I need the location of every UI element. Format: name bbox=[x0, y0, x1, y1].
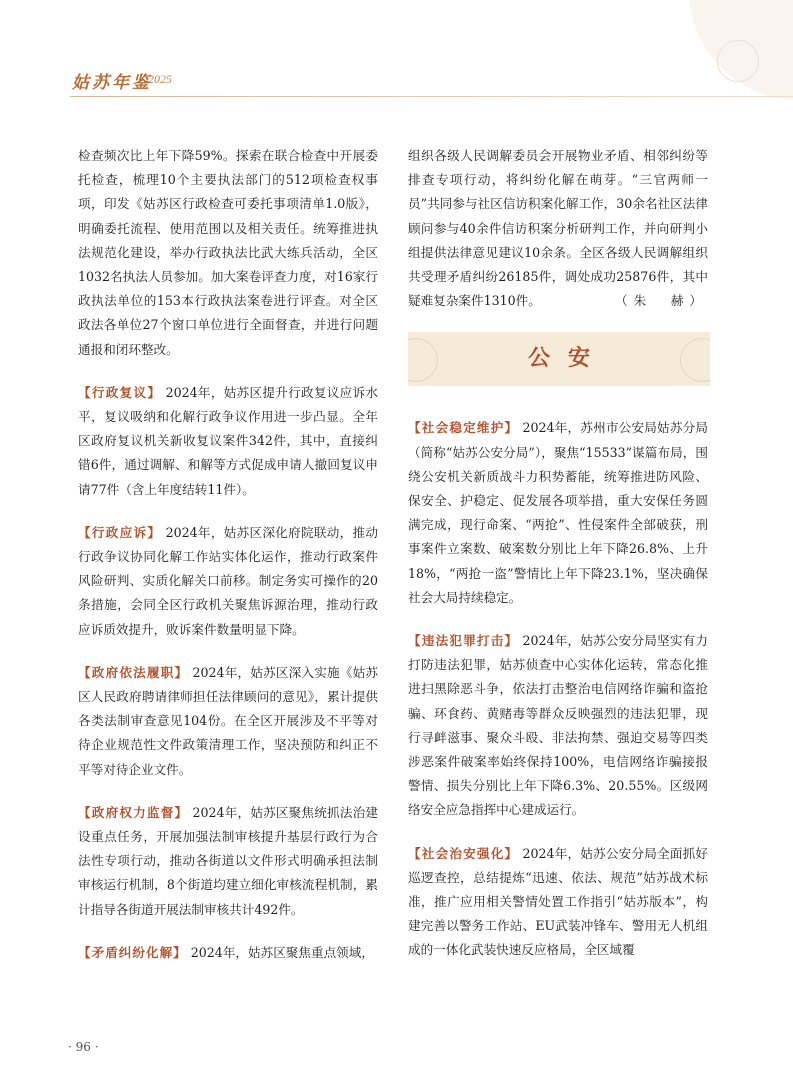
paragraph: 【行政复议】 2024年，姑苏区提升行政复议应诉水平，复议吸纳和化解行政争议作用进一步凸显。全年区政府复议机关新收复议案件342件，其中，直接纠错6件，通过调解、和解等方式促成申请人撤回复议申请77件（含上年度结转11件）。 bbox=[78, 384, 378, 497]
paragraph: 组织各级人民调解委员会开展物业矛盾、相邻纠纷等排查专项行动，将纠纷化解在萌芽。“三官两师一员”共同参与社区信访积案化解工作，30余名社区法律顾问参与40余件信访积案分析研判工作，并向研判小组提供法律意见建议10余条。全区各级人民调解组织共受理矛盾纠纷26185件，调处成功25876件，其中疑难复杂案件1310件。 （朱 赫） bbox=[408, 144, 708, 313]
section-tag: 【社会稳定维护】 bbox=[408, 420, 519, 436]
section-tag: 【政府权力监督】 bbox=[78, 804, 189, 820]
section-banner bbox=[408, 332, 710, 386]
left-column bbox=[78, 144, 378, 984]
paragraph: 【社会治安强化】 2024年，姑苏公安分局全面抓好巡逻查控，总结提炼“迅速、依法、规范”姑苏战术标准，推广应用相关警情处置工作指引“姑苏版本”，构建完善以警务工作站、EU武装冲锋车、警用无人机组成的一体化武装快速反应格局，全区域覆 bbox=[408, 845, 708, 958]
header-decoration-ring bbox=[717, 40, 759, 82]
section-tag: 【政府依法履职】 bbox=[78, 664, 189, 680]
section-tag: 【行政复议】 bbox=[78, 384, 162, 400]
paragraph: 【矛盾纠纷化解】 2024年，姑苏区聚焦重点领域， bbox=[78, 944, 374, 960]
paragraph: 【政府权力监督】 2024年，姑苏区聚焦统抓法治建设重点任务，开展加强法制审核提升基层行政行为合法性专项行动，推动各街道以文件形式明确承担法制审核运行机制，8个街道均建立细化审核流程机制，累计指导各街道开展法制审核共计492件。 bbox=[78, 804, 378, 917]
author-credit: （朱 赫） bbox=[615, 293, 708, 309]
section-title: 公安 bbox=[527, 346, 608, 372]
paragraph: 【行政应诉】 2024年，姑苏区深化府院联动，推动行政争议协同化解工作站实体化运作，推动行政案件风险研判、实质化解关口前移。制定务实可操作的20条措施，会同全区行政机关聚焦诉源治理，推动行政应诉质效提升，败诉案件数量明显下降。 bbox=[78, 524, 378, 637]
section-tag: 【矛盾纠纷化解】 bbox=[78, 944, 187, 960]
yearbook-year: 2025 bbox=[148, 72, 172, 86]
section-tag: 【违法犯罪打击】 bbox=[408, 633, 519, 649]
paragraph: 【违法犯罪打击】 2024年，姑苏公安分局坚实有力打防违法犯罪，姑苏侦查中心实体化运转，常态化推进扫黑除恶斗争，依法打击整治电信网络诈骗和盗抢骗、环食药、黄赌毒等群众反映强烈的违法犯罪，现行寻衅滋事、聚众斗殴、非法拘禁、强迫交易等四类涉恶案件破案率始终保持100%，电信网络诈骗接报警情、损失分别比上年下降6.3%、20.55%。区级网络安全应急指挥中心建成运行。 bbox=[408, 633, 708, 818]
banner-ornament bbox=[680, 338, 710, 382]
paragraph: 检查频次比上年下降59%。探索在联合检查中开展委托检查，梳理10个主要执法部门的512项检查权事项，印发《姑苏区行政检查可委托事项清单1.0版》，明确委托流程、使用范围以及相关责任。统筹推进执法规范化建设，举办行政执法比武大练兵活动，全区1032名执法人员参加。加大案卷评查力度，对16家行政执法单位的153本行政执法案卷进行评查。对全区政法各单位27个窗口单位进行全面督查，并进行问题通报和闭环整改。 bbox=[78, 148, 378, 357]
section-tag: 【行政应诉】 bbox=[78, 524, 162, 540]
section-tag: 【社会治安强化】 bbox=[408, 845, 519, 861]
yearbook-title: 姑苏年鉴 bbox=[72, 73, 152, 93]
page-number: · 96 · bbox=[68, 1040, 99, 1054]
right-column bbox=[408, 144, 708, 982]
paragraph: 【政府依法履职】 2024年，姑苏区深入实施《姑苏区人民政府聘请律师担任法律顾问的意见》，累计提供各类法制审查意见104份。在全区开展涉及不平等对待企业规范性文件政策清理工作，坚决预防和纠正不平等对待企业文件。 bbox=[78, 664, 378, 777]
banner-ornament bbox=[408, 338, 438, 382]
page-header bbox=[0, 0, 793, 100]
paragraph: 【社会稳定维护】 2024年，苏州市公安局姑苏分局（简称“姑苏公安分局”），聚焦“15533”谋篇布局，围绕公安机关新质战斗力积势蓄能，统筹推进防风险、保安全、护稳定、促发展各项举措，重大安保任务圆满完成，现行命案、“两抢”、性侵案件全部破获，刑事案件立案数、破案数分别比上年下降26.8%、上升18%，“两抢一盗”警情比上年下降23.1%，坚决确保社会大局持续稳定。 bbox=[408, 420, 708, 605]
header-rule bbox=[70, 96, 793, 97]
